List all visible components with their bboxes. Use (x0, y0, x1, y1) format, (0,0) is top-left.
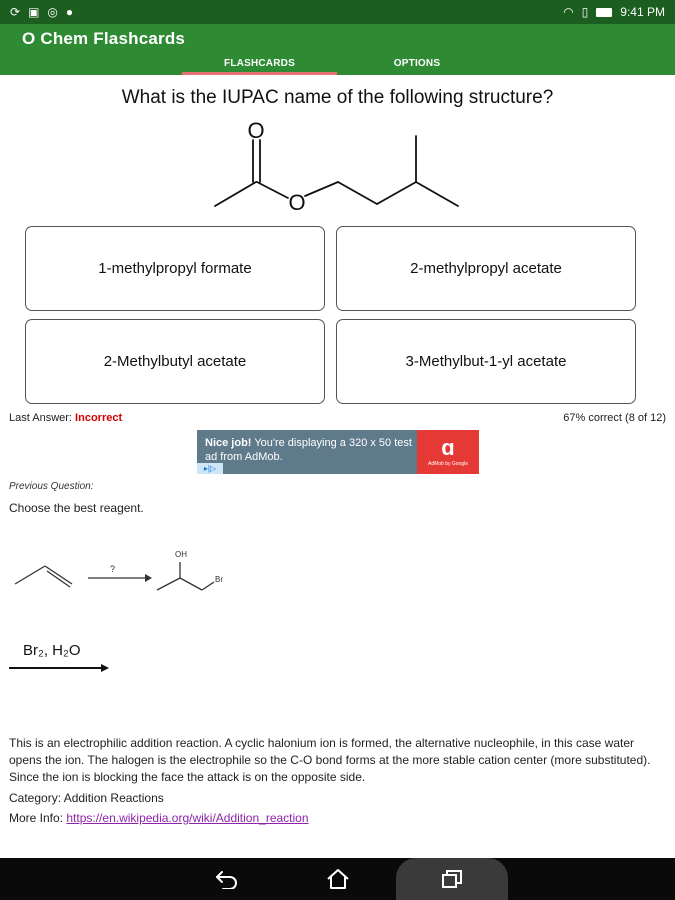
bond-chain-1 (338, 182, 377, 204)
score-text: 67% correct (8 of 12) (563, 412, 666, 424)
previous-answer-reagent (9, 642, 109, 677)
refresh-icon: ◎ (47, 5, 58, 19)
last-answer-value: Incorrect (75, 412, 123, 424)
ad-body: You're displaying a 320 x 50 test ad from AdMob. (205, 437, 412, 463)
propene-bond-1 (15, 566, 45, 584)
reaction-arrowhead (145, 574, 152, 582)
category-text: Category: Addition Reactions (9, 791, 164, 805)
product-bond-2 (180, 578, 202, 590)
sync-icon: ⟳ (10, 5, 21, 19)
product-bond-1 (157, 578, 180, 590)
sim-icon: ▯ (581, 5, 589, 19)
location-icon: ● (65, 5, 74, 19)
recent-apps-button[interactable] (396, 858, 508, 900)
bond-chain-2 (377, 182, 416, 204)
tab-bar (182, 53, 497, 75)
product-bond-br (202, 582, 214, 590)
navigation-bar (0, 858, 675, 900)
ad-banner[interactable] (197, 430, 479, 474)
bond-methyl (215, 182, 256, 206)
status-bar (0, 0, 675, 24)
reagent-text: Br₂, H₂O (23, 642, 81, 659)
ad-headline: Nice job! (205, 437, 252, 449)
more-info (9, 811, 309, 825)
ad-text (205, 436, 420, 464)
battery-icon (596, 8, 612, 17)
answer-button-4[interactable]: 3-Methylbut-1-yl acetate (336, 319, 636, 404)
admob-logo (417, 430, 479, 474)
back-button[interactable] (202, 858, 252, 900)
ad-choices-icon[interactable]: ▸|▷ (197, 463, 223, 474)
recent-apps-icon (441, 869, 463, 889)
status-time: 9:41 PM (620, 5, 665, 19)
status-right-icons (563, 5, 665, 19)
reaction-diagram (10, 542, 250, 602)
admob-logo-icon: ɑ (441, 435, 455, 460)
home-icon (326, 868, 350, 890)
propene-bond-2 (45, 566, 72, 584)
explanation-text: This is an electrophilic addition reaction. A cyclic halonium ion is formed, the alternative nucleophile, in this case water opens the ion. The halogen is the electrophile so the C-O bond forms at the more stable cation center (more substituted). Since the ion is blocking the face the attack is on the opposite side. (9, 736, 651, 784)
propene-double-bond (47, 571, 70, 587)
gallery-icon: ▣ (28, 5, 40, 19)
tab-options[interactable]: OPTIONS (393, 58, 441, 69)
wifi-icon: ◠ (563, 5, 574, 19)
bond-chain-3 (416, 182, 458, 206)
chemical-structure (200, 118, 470, 218)
answer-button-1[interactable]: 1-methylpropyl formate (25, 226, 325, 311)
tab-flashcards[interactable]: FLASHCARDS (182, 53, 337, 75)
answer-button-3[interactable]: 2-Methylbutyl acetate (25, 319, 325, 404)
app-bar (0, 24, 675, 75)
previous-question-label: Previous Question: (9, 481, 94, 492)
answer-button-2[interactable]: 2-methylpropyl acetate (336, 226, 636, 311)
back-icon (215, 869, 239, 889)
previous-question-text: Choose the best reagent. (9, 501, 144, 515)
product-br-label: Br (215, 575, 223, 584)
admob-logo-caption: AdMob by Google (427, 461, 469, 467)
more-info-label: More Info: (9, 811, 64, 825)
status-left-icons (10, 6, 73, 18)
bond-o-c (305, 182, 338, 196)
more-info-link[interactable]: https://en.wikipedia.org/wiki/Addition_reaction (66, 811, 309, 825)
reagent-arrow (9, 664, 109, 672)
ester-oxygen-label: O (288, 190, 306, 215)
last-answer (9, 412, 122, 424)
question-text: What is the IUPAC name of the following structure? (121, 87, 554, 108)
reaction-condition-label: ? (110, 564, 116, 574)
home-button[interactable] (313, 858, 363, 900)
app-title: O Chem Flashcards (22, 29, 186, 48)
bond-c-o (257, 182, 288, 198)
last-answer-label: Last Answer: (9, 412, 72, 424)
product-oh-label: OH (175, 550, 187, 559)
carbonyl-oxygen-label: O (247, 118, 265, 143)
